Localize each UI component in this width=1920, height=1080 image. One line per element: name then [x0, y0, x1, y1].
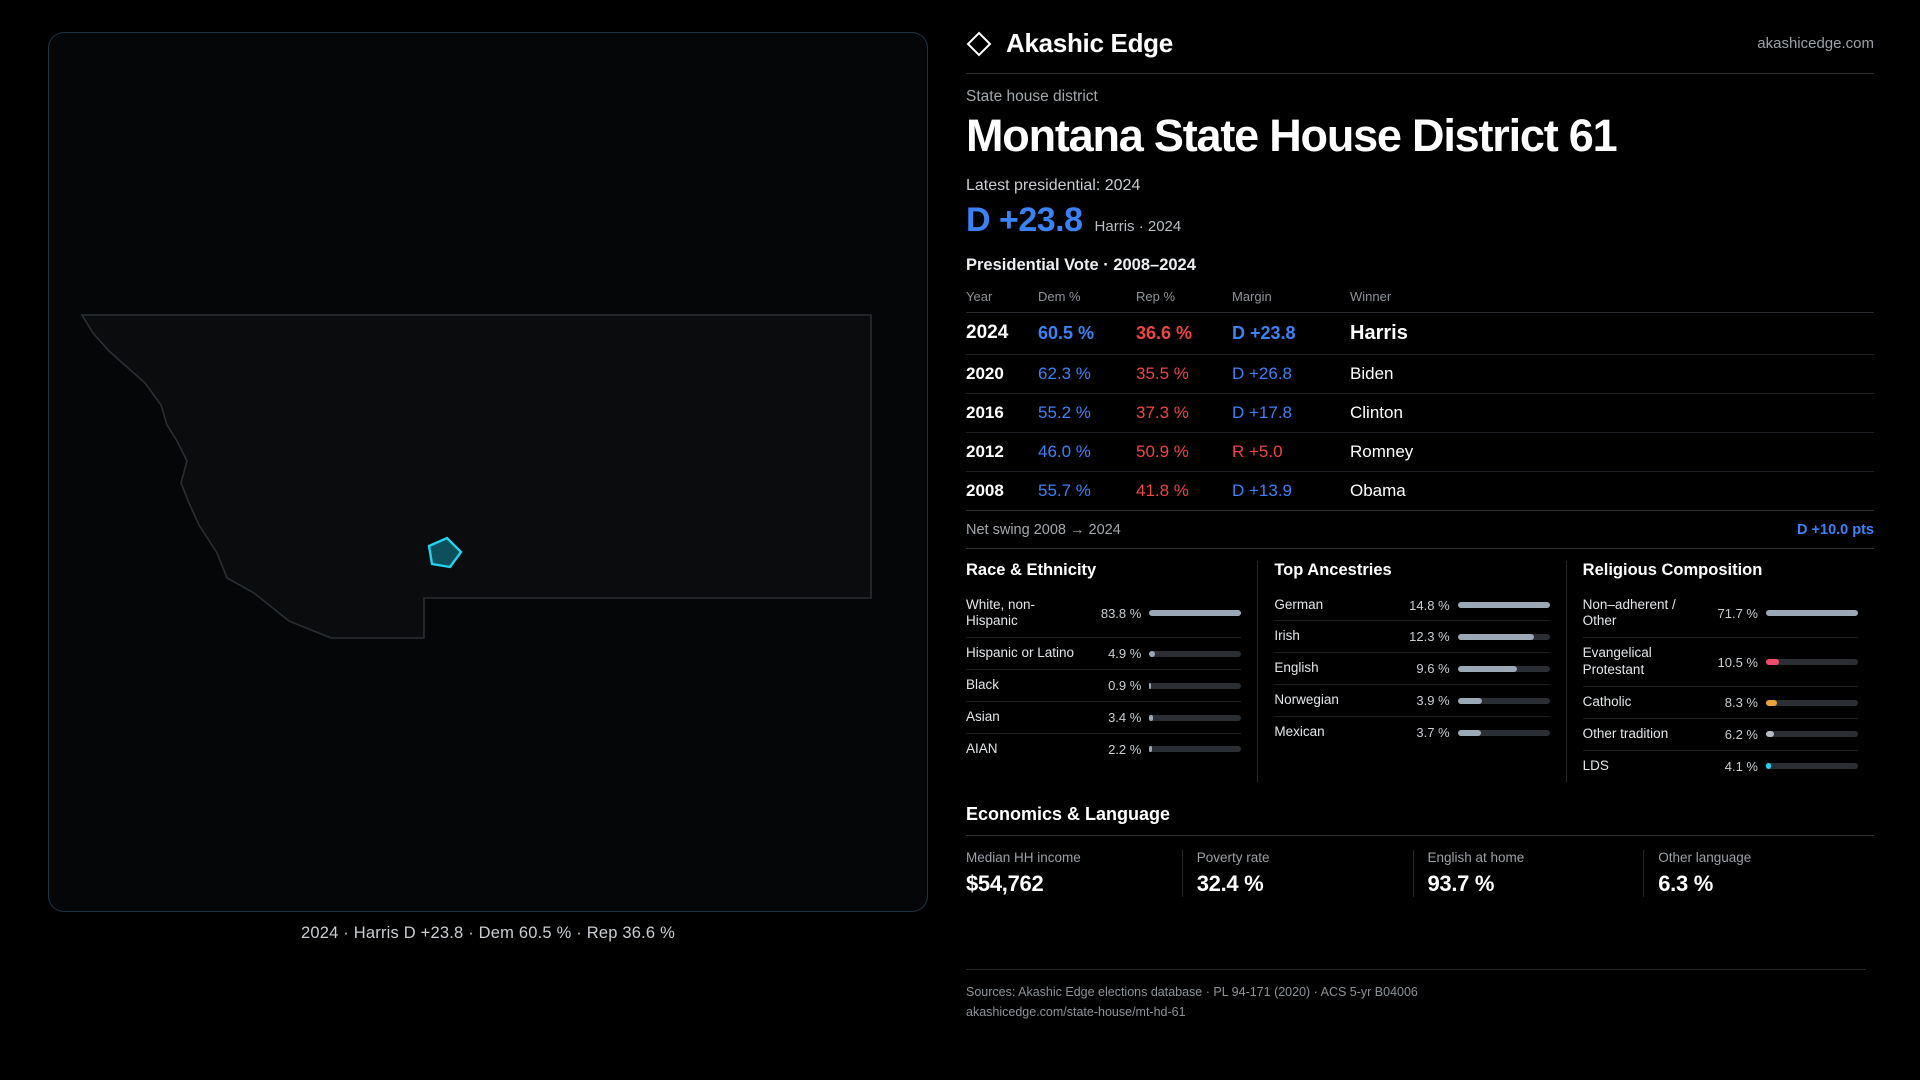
demographic-row: [1583, 751, 1858, 782]
demographic-bar-track: [1458, 730, 1550, 736]
demographic-bar-fill: [1149, 715, 1153, 721]
demographic-value: 8.3 %: [1724, 695, 1758, 711]
demographic-bar-fill: [1766, 763, 1771, 769]
cell-year: 2012: [966, 432, 1038, 471]
demographic-row: [966, 590, 1241, 639]
demographic-value: 10.5 %: [1717, 654, 1758, 670]
demographic-column: [966, 561, 1257, 782]
demographic-label: White, non-Hispanic: [966, 596, 1036, 629]
net-swing-value: D +10.0 pts: [1797, 521, 1874, 538]
demographic-row: [1274, 685, 1549, 717]
demographic-row: [966, 702, 1241, 734]
cell-margin: D +23.8: [1232, 312, 1350, 354]
demographic-bar-track: [1149, 715, 1241, 721]
demographic-bar-fill: [1458, 730, 1481, 736]
cell-dem: 60.5 %: [1038, 312, 1136, 354]
demographic-bar-fill: [1458, 602, 1550, 608]
demographic-row: [1274, 653, 1549, 685]
presidential-vote-table: [966, 285, 1874, 511]
cell-margin: D +13.9: [1232, 471, 1350, 510]
demographic-bar-fill: [1766, 731, 1774, 737]
demographic-value: 14.8 %: [1409, 597, 1450, 613]
col-dem: Dem %: [1038, 285, 1136, 313]
col-winner: Winner: [1350, 285, 1874, 313]
demographic-row: [1583, 590, 1858, 639]
demographic-row: [1583, 687, 1858, 719]
demographic-bar-track: [1766, 731, 1858, 737]
economics-cell: [1182, 850, 1413, 897]
table-row: [966, 471, 1874, 510]
demographic-row: [1274, 717, 1549, 748]
demographic-bar-track: [1458, 602, 1550, 608]
demographic-column-title: Top Ancestries: [1274, 560, 1392, 579]
cell-rep: 35.5 %: [1136, 354, 1232, 393]
demographic-label: German: [1274, 596, 1324, 612]
cell-dem: 55.2 %: [1038, 393, 1136, 432]
demographic-row: [966, 670, 1241, 702]
demographic-bar-fill: [1766, 659, 1779, 665]
demographic-value: 4.9 %: [1108, 646, 1142, 662]
cell-dem: 55.7 %: [1038, 471, 1136, 510]
district-type-label: State house district: [966, 88, 1098, 105]
diamond-icon: [966, 31, 992, 57]
sources-line-1: Sources: Akashic Edge elections database · PL 94-171 (2020) · ACS 5-yr B04006: [966, 985, 1418, 999]
demographic-label: Norwegian: [1274, 692, 1339, 708]
economics-cell: [966, 850, 1182, 897]
cell-winner: Biden: [1350, 354, 1874, 393]
economics-section: [966, 835, 1874, 897]
vote-table-title: Presidential Vote · 2008–2024: [966, 255, 1196, 274]
demographic-label: Catholic: [1582, 694, 1632, 710]
net-swing-label: Net swing 2008 → 2024: [966, 521, 1121, 538]
demographic-bar-fill: [1149, 651, 1154, 657]
demographics-section: [966, 561, 1874, 782]
economics-cell-value: 93.7 %: [1427, 870, 1495, 896]
demographic-column-title: Race & Ethnicity: [966, 560, 1097, 579]
cell-year: 2016: [966, 393, 1038, 432]
map-caption: 2024 · Harris D +23.8 · Dem 60.5 % · Rep 36.6 %: [301, 924, 675, 942]
table-row: [966, 432, 1874, 471]
vote-table-body: [966, 312, 1874, 510]
cell-winner: Harris: [1350, 312, 1874, 354]
economics-cell: [1413, 850, 1644, 897]
cell-winner: Clinton: [1350, 393, 1874, 432]
cell-rep: 36.6 %: [1136, 312, 1232, 354]
demographic-bar-fill: [1149, 746, 1151, 752]
demographic-bar-fill: [1149, 683, 1151, 689]
demographic-row: [1583, 638, 1858, 687]
economics-cell-value: 6.3 %: [1658, 870, 1714, 896]
demographic-bar-fill: [1458, 634, 1534, 640]
brand-name: Akashic Edge: [1006, 28, 1173, 58]
demographic-column: [1257, 561, 1565, 782]
economics-cell: [1643, 850, 1874, 897]
demographic-label: Asian: [966, 709, 1000, 725]
demographic-value: 9.6 %: [1416, 661, 1450, 677]
sources-block: [966, 969, 1866, 1022]
demographic-bar-track: [1149, 746, 1241, 752]
demographic-column: [1566, 561, 1874, 782]
table-row: [966, 312, 1874, 354]
demographic-bar-track: [1149, 610, 1241, 616]
cell-dem: 46.0 %: [1038, 432, 1136, 471]
cell-rep: 50.9 %: [1136, 432, 1232, 471]
demographic-label: Mexican: [1274, 724, 1325, 740]
demographic-bar-track: [1458, 666, 1550, 672]
col-rep: Rep %: [1136, 285, 1232, 313]
demographic-bar-fill: [1458, 698, 1482, 704]
state-outline: [82, 315, 871, 638]
cell-year: 2008: [966, 471, 1038, 510]
demographic-label: LDS: [1582, 757, 1609, 773]
demographic-column-title: Religious Composition: [1582, 560, 1763, 579]
map-frame: [48, 32, 928, 912]
economics-cell-label: English at home: [1427, 849, 1525, 865]
cell-winner: Romney: [1350, 432, 1874, 471]
cell-rep: 37.3 %: [1136, 393, 1232, 432]
demographic-label: AIAN: [966, 740, 998, 756]
cell-margin: R +5.0: [1232, 432, 1350, 471]
demographic-label: English: [1274, 660, 1319, 676]
demographic-bar-track: [1766, 659, 1858, 665]
latest-presidential-label: Latest presidential: 2024: [966, 176, 1141, 194]
demographic-value: 0.9 %: [1108, 678, 1142, 694]
brand-left: [966, 28, 1173, 59]
economics-cell-value: 32.4 %: [1196, 870, 1264, 896]
demographic-label: Irish: [1274, 628, 1300, 644]
demographic-bar-track: [1458, 634, 1550, 640]
demographic-label: Hispanic or Latino: [966, 645, 1075, 661]
demographic-value: 6.2 %: [1724, 726, 1758, 742]
demographic-row: [1274, 621, 1549, 653]
demographic-value: 2.2 %: [1108, 741, 1142, 757]
col-year: Year: [966, 285, 1038, 313]
economics-title: Economics & Language: [966, 803, 1171, 824]
demographic-bar-track: [1766, 610, 1858, 616]
montana-map[interactable]: [49, 33, 929, 913]
cell-margin: D +17.8: [1232, 393, 1350, 432]
page-title: Montana State House District 61: [966, 110, 1617, 161]
map-panel: [0, 0, 930, 1080]
cell-dem: 62.3 %: [1038, 354, 1136, 393]
demographic-row: [1274, 590, 1549, 622]
brand-url: akashicedge.com: [1757, 35, 1874, 52]
headline-margin-sub: Harris · 2024: [1094, 217, 1182, 235]
economics-cell-label: Poverty rate: [1196, 849, 1270, 865]
demographic-bar-track: [1149, 683, 1241, 689]
demographic-value: 4.1 %: [1724, 758, 1758, 774]
demographic-row: [966, 638, 1241, 670]
demographic-label: Evangelical Protestant: [1582, 645, 1652, 678]
demographic-label: Black: [966, 677, 1000, 693]
demographic-label: Non–adherent / Other: [1582, 596, 1676, 629]
demographic-bar-track: [1766, 763, 1858, 769]
demographic-value: 12.3 %: [1409, 629, 1450, 645]
demographic-bar-fill: [1149, 610, 1241, 616]
demographic-bar-track: [1766, 700, 1858, 706]
headline-margin: [966, 201, 1874, 240]
demographic-row: [1583, 719, 1858, 751]
demographic-bar-fill: [1458, 666, 1518, 672]
cell-winner: Obama: [1350, 471, 1874, 510]
cell-margin: D +26.8: [1232, 354, 1350, 393]
demographic-bar-track: [1458, 698, 1550, 704]
table-row: [966, 393, 1874, 432]
demographic-value: 83.8 %: [1100, 605, 1142, 621]
sources-line-2: akashicedge.com/state-house/mt-hd-61: [966, 1005, 1186, 1019]
cell-year: 2024: [966, 312, 1038, 354]
col-margin: Margin: [1232, 285, 1350, 313]
economics-cell-label: Median HH income: [966, 849, 1081, 865]
cell-rep: 41.8 %: [1136, 471, 1232, 510]
demographic-row: [966, 734, 1241, 765]
table-header-row: [966, 285, 1874, 313]
headline-margin-value: D +23.8: [966, 200, 1083, 239]
demographic-value: 3.9 %: [1416, 693, 1450, 709]
demographic-value: 3.4 %: [1108, 710, 1142, 726]
cell-year: 2020: [966, 354, 1038, 393]
net-swing-row: [966, 522, 1874, 549]
table-row: [966, 354, 1874, 393]
brand-row: [966, 28, 1874, 74]
demographic-label: Other tradition: [1582, 725, 1669, 741]
economics-cell-value: $54,762: [966, 870, 1044, 896]
demographic-value: 71.7 %: [1717, 605, 1758, 621]
demographic-bar-track: [1149, 651, 1241, 657]
demographic-bar-fill: [1766, 610, 1858, 616]
economics-cell-label: Other language: [1658, 849, 1752, 865]
demographic-value: 3.7 %: [1416, 725, 1450, 741]
info-panel: [930, 0, 1920, 1080]
demographic-bar-fill: [1766, 700, 1777, 706]
